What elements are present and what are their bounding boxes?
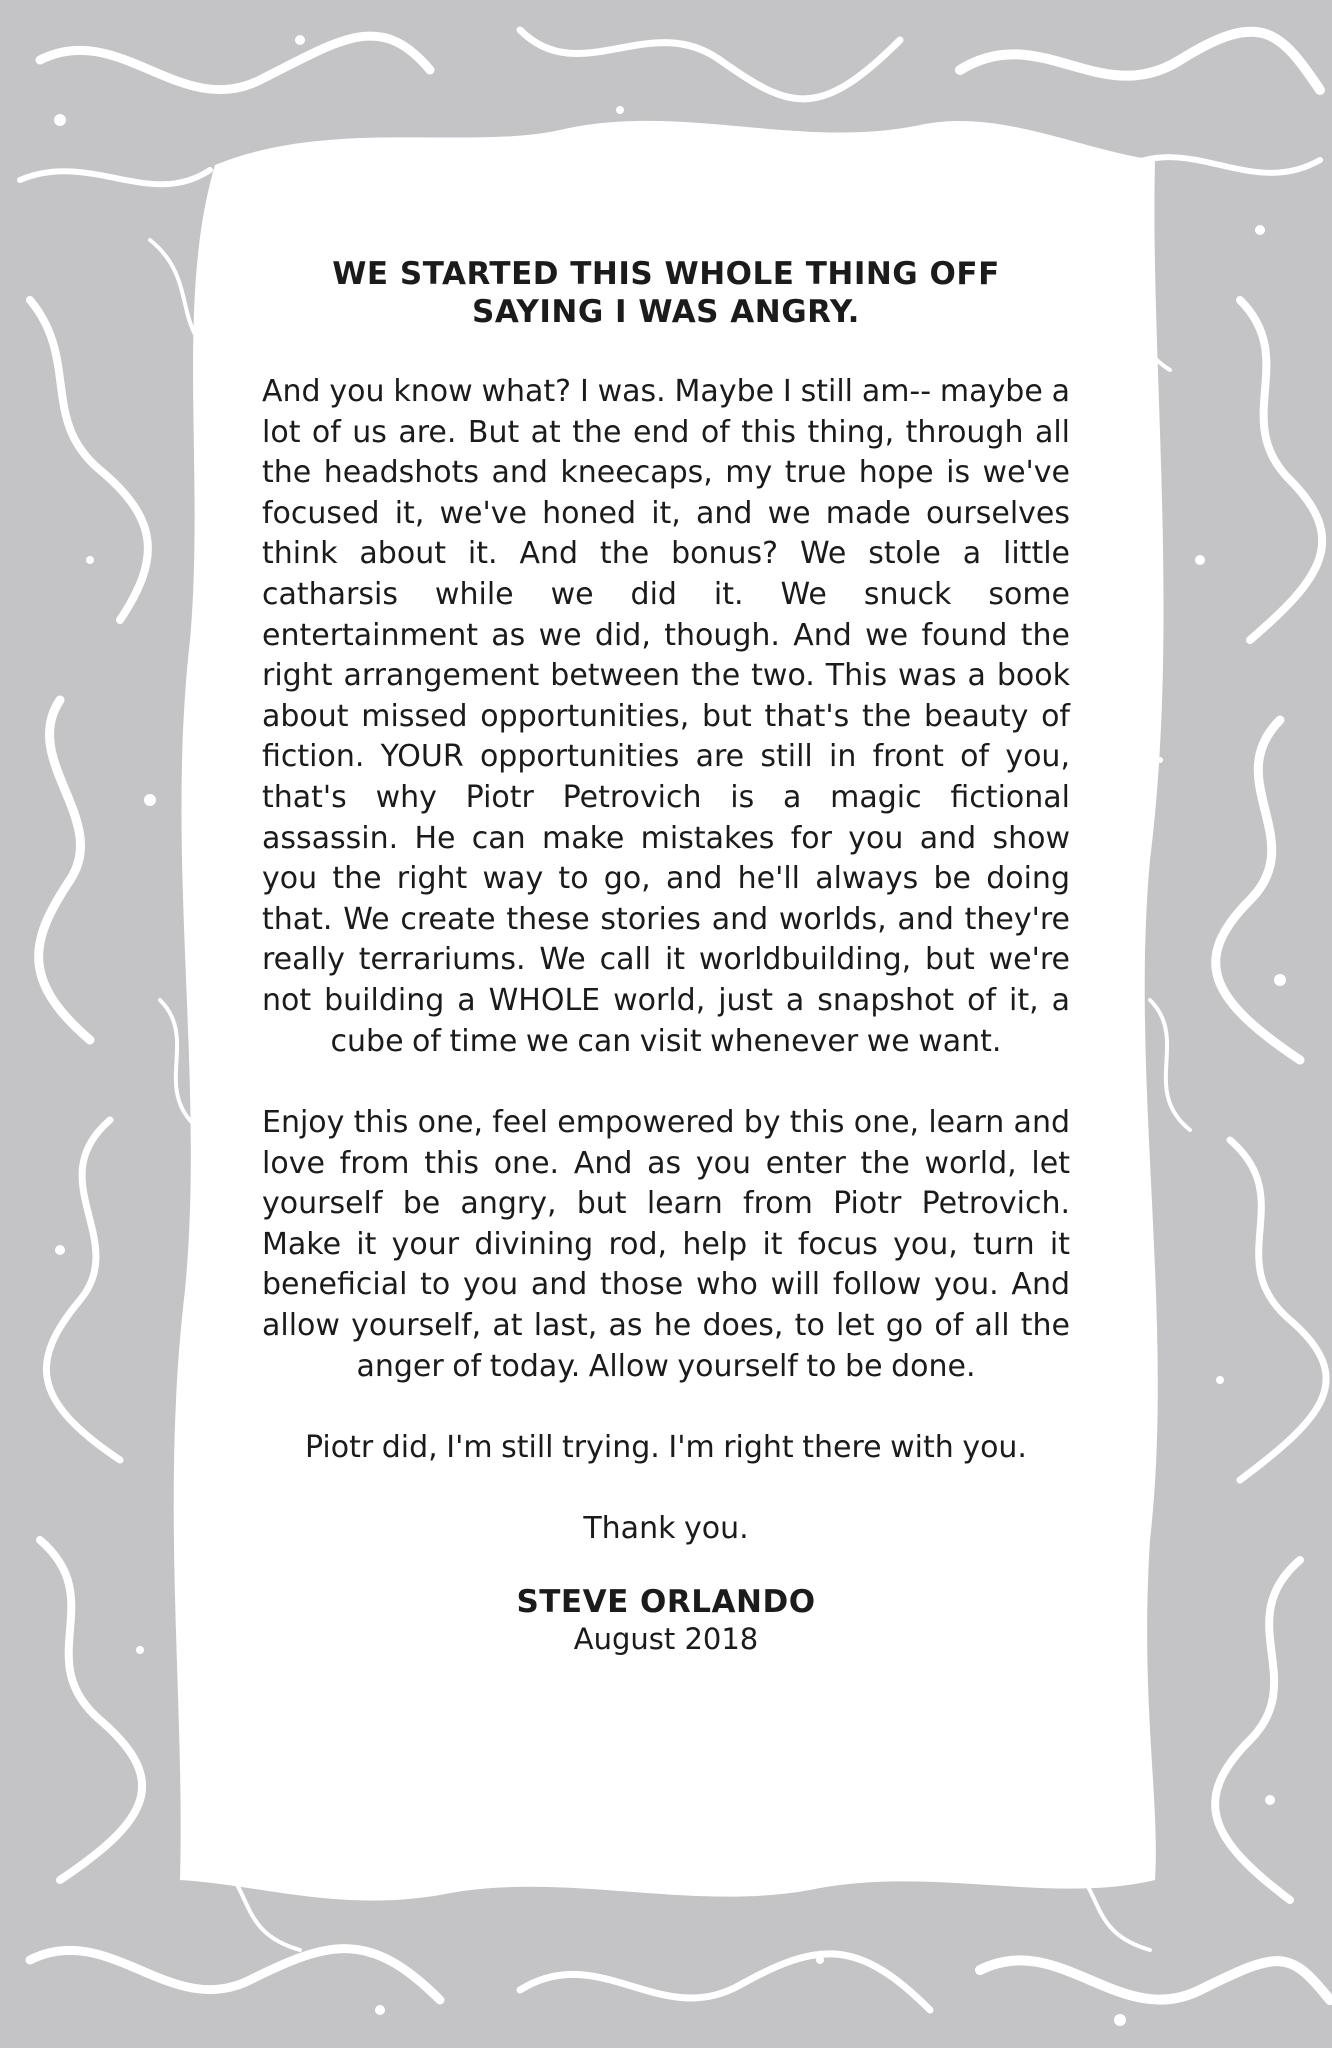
paragraph-2: Enjoy this one, feel empowered by this one, learn and love from this one. And as you enter the world, let yourself be angry, but learn from Piotr Petrovich. Make it your divining rod, help it focus you, turn it beneficial to you and those who will follow you. And allow yourself, at last, as he does, to let go of all the anger of today. Allow yourself to be done. bbox=[262, 1105, 1070, 1384]
letter-content bbox=[262, 255, 1070, 1657]
heading-line-1: WE STARTED THIS WHOLE THING OFF bbox=[332, 256, 1000, 292]
heading-line-2: SAYING I WAS ANGRY. bbox=[472, 294, 860, 330]
paragraph-1: And you know what? I was. Maybe I still am-- maybe a lot of us are. But at the end of this thing, through all the headshots and kneecaps, my true hope is we've focused it, we've honed it, and we made ourselves think about it. And the bonus? We stole a little catharsis while we did it. We snuck some entertainment as we did, though. And we found the right arrangement between the two. This was a book about missed opportunities, but that's the beauty of fiction. YOUR opportunities are still in front of you, that's why Piotr Petrovich is a magic fictional assassin. He can make mistakes for you and show you the right way to go, and he'll always be doing that. We create these stories and worlds, and they're really terrariums. We call it worldbuilding, but we're not building a WHOLE world, just a snapshot of it, a cube of time we can visit whenever we want. bbox=[262, 374, 1070, 1059]
signature-date: August 2018 bbox=[573, 1622, 759, 1657]
author-name: STEVE ORLANDO bbox=[516, 1584, 816, 1621]
closing-line: Piotr did, I'm still trying. I'm right there with you. bbox=[305, 1430, 1027, 1466]
thanks-line: Thank you. bbox=[583, 1511, 749, 1547]
letter-heading bbox=[262, 255, 1070, 331]
